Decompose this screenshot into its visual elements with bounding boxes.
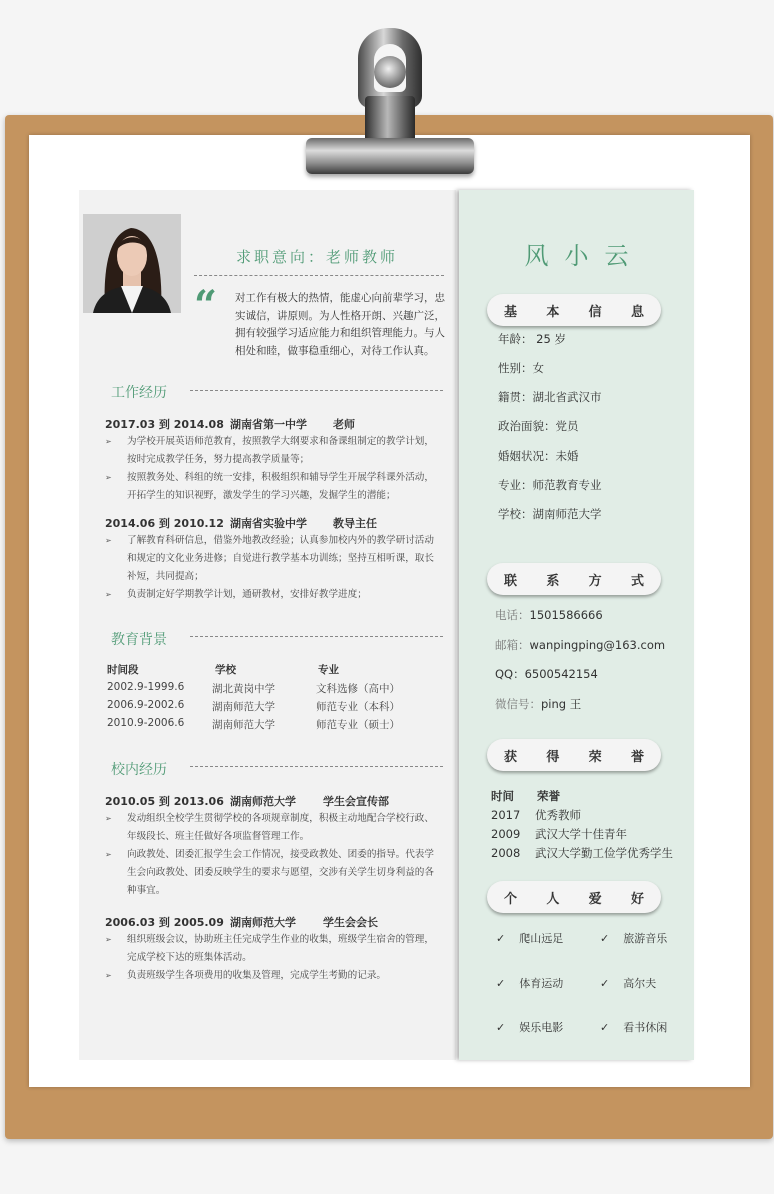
work-item-bullets: [105, 433, 440, 505]
work-org: 湖南省第一中学: [230, 418, 307, 431]
info-major: 专业：师范教育专业: [498, 478, 602, 492]
info-age: 年龄： 25 岁: [498, 332, 566, 346]
list-item: [600, 975, 656, 991]
list-item: ➢ 向政教处、团委汇报学生会工作情况，接受政教处、团委的指导。代表学生会向政教处、团委反映学生的要求与愿望，交涉有关学生切身利益的各种事宜。: [105, 846, 440, 900]
campus-role: 学生会会长: [323, 916, 378, 929]
contact-qq: [495, 666, 598, 682]
edu-header-major: 专业: [318, 664, 339, 676]
table-row: [0, 681, 774, 700]
table-row: [0, 699, 774, 718]
campus-item-bullets: [105, 810, 440, 900]
honor-title: 武汉大学十佳青年: [535, 827, 627, 841]
work-role: 教导主任: [333, 517, 377, 530]
section-pill-hobbies: [487, 881, 661, 913]
candidate-name: 风小云: [524, 242, 645, 270]
list-item: [600, 1019, 667, 1035]
edu-school: 湖南师范大学: [212, 719, 275, 731]
edu-header-school: 学校: [215, 664, 236, 676]
binder-clip-knob: [374, 56, 406, 88]
contact-wechat: [495, 696, 581, 712]
list-item: ➢ 发动组织全校学生贯彻学校的各项规章制度，积极主动地配合学校行政、年级段长、班主任做好各项监督管理工作。: [105, 810, 440, 846]
edu-major: 师范专业（本科）: [316, 701, 400, 713]
edu-header-period: 时间段: [107, 664, 139, 676]
check-icon: ✓: [496, 932, 506, 945]
section-pill-honors: [487, 739, 661, 771]
edu-major: 文科选修（高中）: [316, 683, 400, 695]
table-row: [491, 826, 627, 842]
section-title-education: 教育背景: [111, 632, 167, 648]
honor-year: 2008: [491, 846, 521, 860]
campus-item-bullets: [105, 931, 440, 985]
pill-char: 基: [504, 304, 518, 320]
profile-photo: [83, 214, 181, 313]
hobby-label: 旅游音乐: [623, 932, 668, 945]
quote-icon: “: [194, 282, 218, 329]
hobby-label: 爬山远足: [519, 932, 564, 945]
pill-char: 获: [504, 749, 518, 765]
list-item: ➢ 负责制定好学期教学计划，通研教材，安排好教学进度；: [105, 586, 440, 604]
honors-header-time: 时间: [491, 789, 514, 803]
check-icon: ✓: [496, 1021, 506, 1034]
table-row: [491, 807, 581, 823]
list-item: [496, 1019, 563, 1035]
contact-email-label: 邮箱：: [495, 638, 530, 652]
campus-item-header: [105, 793, 389, 809]
divider-line: [190, 636, 443, 637]
list-item: ➢ 为学校开展英语师范教育，按照教学大纲要求和备课组制定的教学计划，按时完成教学任务，努力提高教学质量等；: [105, 433, 440, 469]
pill-char: 誉: [630, 749, 644, 765]
contact-phone: [495, 607, 603, 623]
edu-school: 湖北黄岗中学: [212, 683, 275, 695]
hobby-label: 娱乐电影: [519, 1021, 564, 1034]
contact-phone-value: 1501586666: [529, 608, 603, 622]
section-pill-basic-info: [487, 294, 661, 326]
info-school: 学校：湖南师范大学: [498, 507, 602, 521]
divider-line: [190, 390, 443, 391]
pill-char: 本: [546, 304, 560, 320]
contact-qq-label: QQ：: [495, 667, 525, 681]
pill-char: 荣: [588, 749, 602, 765]
info-hometown: 籍贯：湖北省武汉市: [498, 390, 602, 404]
table-row: [0, 717, 774, 736]
work-item-header: [105, 416, 355, 432]
edu-period: 2002.9-1999.6: [107, 681, 185, 693]
list-item: [496, 975, 563, 991]
pill-char: 个: [504, 891, 518, 907]
pill-char: 联: [504, 573, 518, 589]
pill-char: 信: [588, 304, 602, 320]
campus-role: 学生会宣传部: [323, 795, 389, 808]
campus-item-header: [105, 914, 378, 930]
pill-char: 得: [546, 749, 560, 765]
edu-period: 2006.9-2002.6: [107, 699, 185, 711]
work-period: 2017.03 到 2014.08: [105, 418, 224, 431]
binder-clip-base: [306, 138, 474, 174]
honor-title: 优秀教师: [535, 808, 581, 822]
campus-period: 2010.05 到 2013.06: [105, 795, 224, 808]
info-political-status: 政治面貌：党员: [498, 419, 579, 433]
check-icon: ✓: [600, 932, 610, 945]
campus-org: 湖南师范大学: [230, 916, 296, 929]
education-header-row: [0, 662, 774, 681]
section-pill-contact: [487, 563, 661, 595]
work-role: 老师: [333, 418, 355, 431]
contact-email: [495, 637, 665, 653]
contact-phone-label: 电话：: [495, 608, 530, 622]
honor-title: 武汉大学勤工俭学优秀学生: [535, 846, 673, 860]
divider-line: [194, 275, 444, 276]
list-item: [496, 930, 563, 946]
hobby-label: 高尔夫: [623, 977, 657, 990]
divider-line: [190, 766, 443, 767]
check-icon: ✓: [600, 977, 610, 990]
work-org: 湖南省实验中学: [230, 517, 307, 530]
work-item-header: [105, 515, 377, 531]
contact-wechat-value: ping 王: [541, 697, 582, 711]
pill-char: 好: [630, 891, 644, 907]
pill-char: 爱: [588, 891, 602, 907]
pill-char: 息: [630, 304, 644, 320]
pill-char: 式: [630, 573, 644, 589]
info-marital-status: 婚姻状况：未婚: [498, 449, 579, 463]
honor-year: 2017: [491, 808, 521, 822]
contact-qq-value: 6500542154: [524, 667, 598, 681]
contact-wechat-label: 微信号：: [495, 697, 541, 711]
list-item: ➢ 组织班级会议，协助班主任完成学生作业的收集，班级学生宿舍的管理，完成学校下达的班集体活动。: [105, 931, 440, 967]
pill-char: 方: [588, 573, 602, 589]
work-period: 2014.06 到 2010.12: [105, 517, 224, 530]
honors-header-honor: 荣誉: [537, 789, 560, 803]
work-item-bullets: [105, 532, 440, 604]
list-item: ➢ 负责班级学生各项费用的收集及管理，完成学生考勤的记录。: [105, 967, 440, 985]
info-gender: 性别：女: [498, 361, 544, 375]
binder-clip-body: [365, 96, 415, 138]
list-item: [600, 930, 667, 946]
table-row: [491, 845, 673, 861]
campus-period: 2006.03 到 2005.09: [105, 916, 224, 929]
edu-period: 2010.9-2006.6: [107, 717, 185, 729]
check-icon: ✓: [496, 977, 506, 990]
list-item: ➢ 了解教育科研信息，借鉴外地教改经验；认真参加校内外的教学研讨活动和规定的文化业务进修；自觉进行教学基本功训练；坚持互相听课，取长补短，共同提高；: [105, 532, 440, 586]
job-objective: 求职意向：老师教师: [235, 248, 398, 266]
edu-school: 湖南师范大学: [212, 701, 275, 713]
hobby-label: 看书休闲: [623, 1021, 668, 1034]
self-intro: 对工作有极大的热情，能虚心向前辈学习，忠实诚信，讲原则。为人性格开朗、兴趣广泛，拥有较强学习适应能力和组织管理能力。与人相处和睦，做事稳重细心，对待工作认真。: [235, 292, 445, 357]
contact-email-value: wanpingping@163.com: [529, 638, 666, 652]
check-icon: ✓: [600, 1021, 610, 1034]
hobby-label: 体育运动: [519, 977, 564, 990]
pill-char: 系: [546, 573, 560, 589]
section-title-campus: 校内经历: [111, 762, 167, 778]
section-title-work: 工作经历: [111, 385, 167, 401]
list-item: ➢ 按照教务处、科组的统一安排，积极组织和辅导学生开展学科课外活动，开拓学生的知识视野，激发学生的学习兴趣，发掘学生的潜能；: [105, 469, 440, 505]
edu-major: 师范专业（硕士）: [316, 719, 400, 731]
honor-year: 2009: [491, 827, 521, 841]
campus-org: 湖南师范大学: [230, 795, 296, 808]
pill-char: 人: [546, 891, 560, 907]
honors-header-row: [491, 788, 560, 804]
